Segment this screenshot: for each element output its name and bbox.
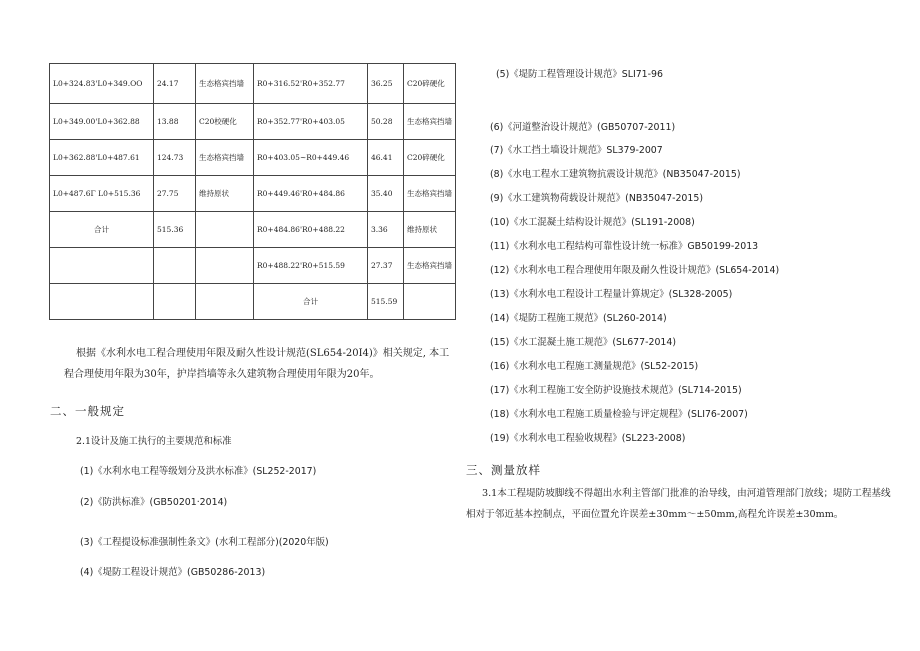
list-item: (16)《水利水电工程施工测量规范》(SL52-2015) bbox=[490, 361, 699, 372]
table-cell: 生态格宾挡墙 bbox=[196, 64, 254, 104]
list-item: (15)《水工混凝土施工规范》(SL677-2014) bbox=[490, 337, 676, 348]
table-cell: 27.75 bbox=[154, 176, 196, 212]
table-cell: L0+362.88'L0+487.61 bbox=[50, 140, 154, 176]
table-cell: 27.37 bbox=[368, 248, 404, 284]
table-cell bbox=[196, 248, 254, 284]
table-cell: 生态格宾挡墙 bbox=[404, 104, 456, 140]
section-3-heading: 三、测量放样 bbox=[466, 463, 541, 477]
table-cell: 生态格宾挡墙 bbox=[196, 140, 254, 176]
table-cell: R0+488.22'R0+515.59 bbox=[254, 248, 368, 284]
list-item: (12)《水利水电工程合理使用年限及耐久性设计规范》(SL654-2014) bbox=[490, 265, 780, 276]
list-item: (13)《水利水电工程设计工程量计算规定》(SL328-2005) bbox=[490, 289, 733, 300]
table-cell: 生态格宾挡墙 bbox=[404, 248, 456, 284]
table-cell bbox=[154, 248, 196, 284]
table-cell: R0+352.77'R0+403.05 bbox=[254, 104, 368, 140]
table-row bbox=[50, 140, 456, 176]
table-cell: L0+349.00'L0+362.88 bbox=[50, 104, 154, 140]
table-cell bbox=[50, 284, 154, 320]
table-cell: 50.28 bbox=[368, 104, 404, 140]
table-cell: 36.25 bbox=[368, 64, 404, 104]
table-cell: C20校硬化 bbox=[196, 104, 254, 140]
list-item: (2)《防洪标准》(GB50201·2014) bbox=[80, 497, 228, 508]
table-cell: 13.88 bbox=[154, 104, 196, 140]
table-cell: 维持原状 bbox=[404, 212, 456, 248]
table-cell: 515.36 bbox=[154, 212, 196, 248]
table-cell bbox=[404, 284, 456, 320]
table-cell bbox=[196, 212, 254, 248]
list-item: (4)《堤防工程设计规范》(GB50286-2013) bbox=[80, 567, 266, 578]
list-item: (8)《水电工程水工建筑物抗震设计规范》(NB35047-2015) bbox=[490, 169, 741, 180]
table-cell: 合计 bbox=[254, 284, 368, 320]
table-cell: C20碎硬化 bbox=[404, 64, 456, 104]
segment-table bbox=[49, 63, 456, 320]
list-item: (9)《水工建筑物荷载设计规范》(NB35047-2015) bbox=[490, 193, 703, 204]
list-item: (18)《水利水电工程施工质量检验与评定规程》(SLI76-2007) bbox=[490, 409, 748, 420]
table-cell: 515.59 bbox=[368, 284, 404, 320]
table-cell: R0+403.05~R0+449.46 bbox=[254, 140, 368, 176]
table-cell: 124.73 bbox=[154, 140, 196, 176]
table-cell: L0+487.6Γ L0+515.36 bbox=[50, 176, 154, 212]
service-life-paragraph: 根据《水利水电工程合理使用年限及耐久性设计规范(SL654-20I4)》相关规定, 本工程合理使用年限为30年，护岸挡墙等永久建筑物合理使用年限为20年。 bbox=[64, 348, 450, 380]
table-cell: 维持原状 bbox=[196, 176, 254, 212]
list-item: (19)《水利水电工程验收规程》(SL223-2008) bbox=[490, 433, 686, 444]
list-item: (7)《水工挡土墙设计规范》SL379-2007 bbox=[490, 145, 663, 156]
table-cell: R0+449.46'R0+484.86 bbox=[254, 176, 368, 212]
table-cell: 24.17 bbox=[154, 64, 196, 104]
table-row bbox=[50, 284, 456, 320]
survey-paragraph: 3.1本工程堤防坡脚线不得超出水利主管部门批准的治导线，由河道管理部门放线；堤防工程基线相对于邻近基本控制点，平面位置允许误差±30mm～±50mm,高程允许误差±30mm。 bbox=[466, 488, 891, 520]
table-cell: R0+316.52'R0+352.77 bbox=[254, 64, 368, 104]
list-item: (6)《河道整治设计规范》(GB50707-2011) bbox=[490, 122, 676, 133]
table-cell: 生态格宾挡墙 bbox=[404, 176, 456, 212]
table-row bbox=[50, 104, 456, 140]
subsection-2-1-heading: 2.1设计及施工执行的主要规范和标准 bbox=[76, 436, 232, 447]
table-cell: R0+484.86'R0+488.22 bbox=[254, 212, 368, 248]
table-cell: 46.41 bbox=[368, 140, 404, 176]
table-row bbox=[50, 64, 456, 104]
list-item: (14)《堤防工程施工规范》(SL260-2014) bbox=[490, 313, 667, 324]
table-row bbox=[50, 176, 456, 212]
list-item: (17)《水利工程施工安全防护设施技术规范》(SL714-2015) bbox=[490, 385, 742, 396]
table-cell bbox=[154, 284, 196, 320]
table-cell: 35.40 bbox=[368, 176, 404, 212]
list-item: (10)《水工混凝土结构设计规范》(SL191-2008) bbox=[490, 217, 695, 228]
table-cell: 合计 bbox=[50, 212, 154, 248]
table-row bbox=[50, 248, 456, 284]
table-cell bbox=[196, 284, 254, 320]
list-item: (3)《工程提设标准强制性条文》(水利工程部分)(2020年版) bbox=[80, 537, 329, 548]
table-cell: 3.36 bbox=[368, 212, 404, 248]
list-item: (11)《水利水电工程结构可靠性设计统一标准》GB50199-2013 bbox=[490, 241, 759, 252]
list-item: (5)《堤防工程管理设计规范》SLI71-96 bbox=[496, 69, 663, 80]
list-item: (1)《水利水电工程等级划分及洪水标准》(SL252-2017) bbox=[80, 466, 317, 477]
section-2-heading: 二、一般规定 bbox=[50, 404, 125, 418]
table-row bbox=[50, 212, 456, 248]
table-cell bbox=[50, 248, 154, 284]
table-cell: L0+324.83'L0+349.OO bbox=[50, 64, 154, 104]
table-cell: C20碎硬化 bbox=[404, 140, 456, 176]
